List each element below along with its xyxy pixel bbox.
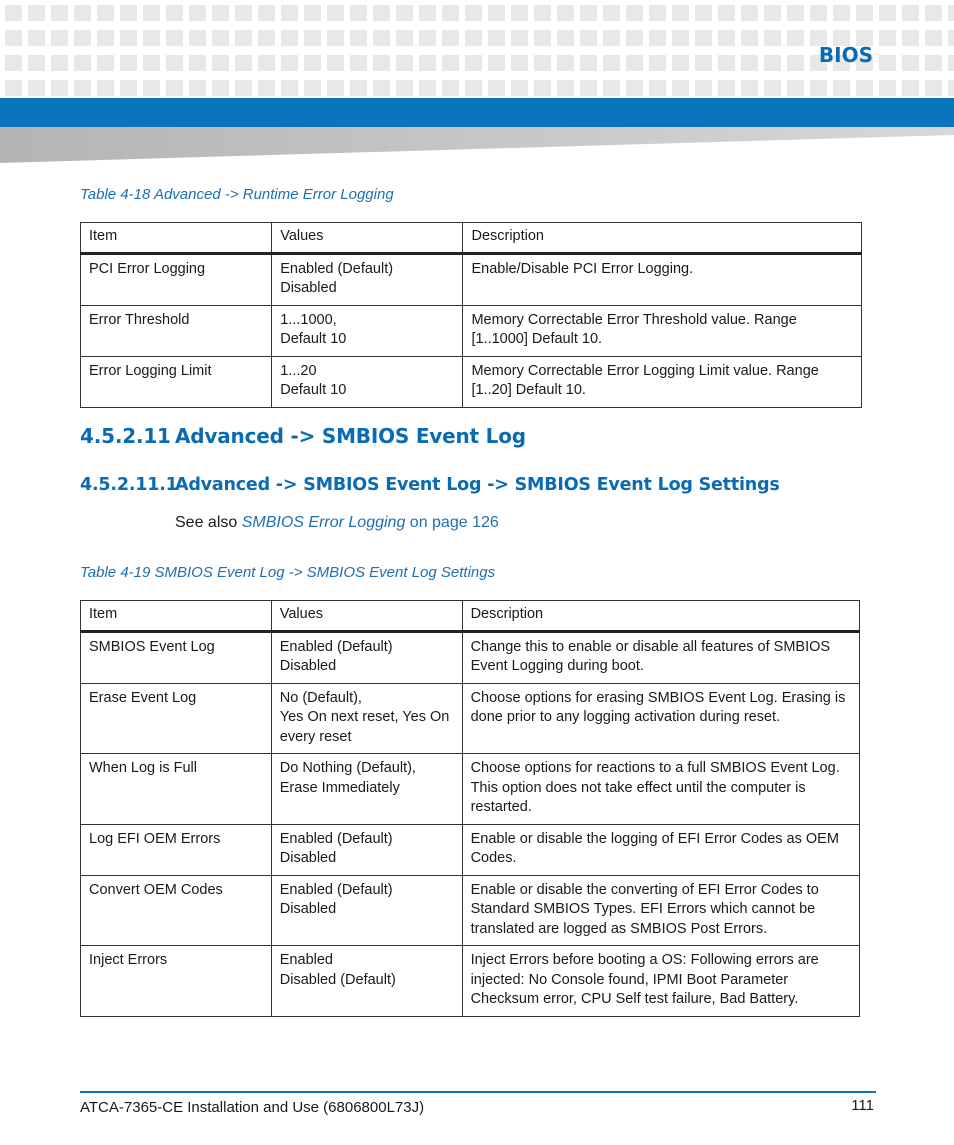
section-title: Advanced -> SMBIOS Event Log xyxy=(175,424,526,448)
table-row xyxy=(81,631,860,683)
description-cell: Enable or disable the logging of EFI Error Codes as OEM Codes. xyxy=(462,824,859,875)
table-row xyxy=(81,946,860,1017)
description-cell: Choose options for reactions to a full SMBIOS Event Log. This option does not take effect until the computer is restarted. xyxy=(462,754,859,825)
item-cell: SMBIOS Event Log xyxy=(81,631,272,683)
subsection-heading xyxy=(80,475,780,495)
section-heading xyxy=(80,424,526,448)
description-cell: Memory Correctable Error Threshold value. Range [1..1000] Default 10. xyxy=(463,305,862,356)
description-cell: Choose options for erasing SMBIOS Event Log. Erasing is done prior to any logging activation during reset. xyxy=(462,683,859,754)
values-cell: 1...20 Default 10 xyxy=(272,356,463,407)
column-header: Values xyxy=(271,601,462,632)
item-cell: When Log is Full xyxy=(81,754,272,825)
description-cell: Enable or disable the converting of EFI Error Codes to Standard SMBIOS Types. EFI Errors which cannot be translated are logged as SMBIOS Post Errors. xyxy=(462,875,859,946)
section-header-title: BIOS xyxy=(818,43,873,67)
table-row xyxy=(81,305,862,356)
table-row xyxy=(81,875,860,946)
item-cell: Convert OEM Codes xyxy=(81,875,272,946)
column-header: Item xyxy=(81,601,272,632)
smbios-event-log-settings-table xyxy=(80,600,860,1017)
runtime-error-logging-table xyxy=(80,222,862,408)
table-row xyxy=(81,683,860,754)
page-number: 111 xyxy=(851,1097,874,1114)
table-row xyxy=(81,754,860,825)
table-row xyxy=(81,356,862,407)
values-cell: Do Nothing (Default), Erase Immediately xyxy=(271,754,462,825)
section-number: 4.5.2.11 xyxy=(80,424,171,448)
cross-reference-page: on page 126 xyxy=(405,514,499,531)
footer-divider xyxy=(80,1091,876,1093)
item-cell: Error Threshold xyxy=(81,305,272,356)
header-pattern xyxy=(0,0,954,98)
table-row xyxy=(81,253,862,305)
table-row xyxy=(81,824,860,875)
values-cell: 1...1000, Default 10 xyxy=(272,305,463,356)
item-cell: PCI Error Logging xyxy=(81,253,272,305)
table-header-row xyxy=(81,601,860,632)
item-cell: Log EFI OEM Errors xyxy=(81,824,272,875)
values-cell: Enabled (Default) Disabled xyxy=(271,875,462,946)
footer-document-title: ATCA-7365-CE Installation and Use (6806800L73J) xyxy=(80,1099,425,1116)
values-cell: Enabled (Default) Disabled xyxy=(271,824,462,875)
values-cell: No (Default), Yes On next reset, Yes On every reset xyxy=(271,683,462,754)
column-header: Values xyxy=(272,223,463,254)
description-cell: Memory Correctable Error Logging Limit value. Range [1..20] Default 10. xyxy=(463,356,862,407)
description-cell: Change this to enable or disable all features of SMBIOS Event Logging during boot. xyxy=(462,631,859,683)
subsection-title: Advanced -> SMBIOS Event Log -> SMBIOS Event Log Settings xyxy=(175,475,780,495)
values-cell: Enabled Disabled (Default) xyxy=(271,946,462,1017)
column-header: Item xyxy=(81,223,272,254)
item-cell: Inject Errors xyxy=(81,946,272,1017)
description-cell: Enable/Disable PCI Error Logging. xyxy=(463,253,862,305)
table-header-row xyxy=(81,223,862,254)
values-cell: Enabled (Default) Disabled xyxy=(272,253,463,305)
see-also-prefix: See also xyxy=(175,514,242,531)
subsection-number: 4.5.2.11.1 xyxy=(80,475,178,495)
values-cell: Enabled (Default) Disabled xyxy=(271,631,462,683)
see-also-text xyxy=(175,514,499,532)
item-cell: Error Logging Limit xyxy=(81,356,272,407)
column-header: Description xyxy=(462,601,859,632)
header-blue-bar xyxy=(0,98,954,127)
table-caption: Table 4-18 Advanced -> Runtime Error Logging xyxy=(80,186,394,203)
cross-reference-link[interactable] xyxy=(242,514,499,531)
description-cell: Inject Errors before booting a OS: Following errors are injected: No Console found, IPMI Boot Parameter Checksum error, CPU Self test failure, Bad Battery. xyxy=(462,946,859,1017)
header-gray-wedge xyxy=(0,127,954,163)
column-header: Description xyxy=(463,223,862,254)
item-cell: Erase Event Log xyxy=(81,683,272,754)
cross-reference-title: SMBIOS Error Logging xyxy=(241,514,406,531)
table-caption: Table 4-19 SMBIOS Event Log -> SMBIOS Event Log Settings xyxy=(80,564,496,581)
